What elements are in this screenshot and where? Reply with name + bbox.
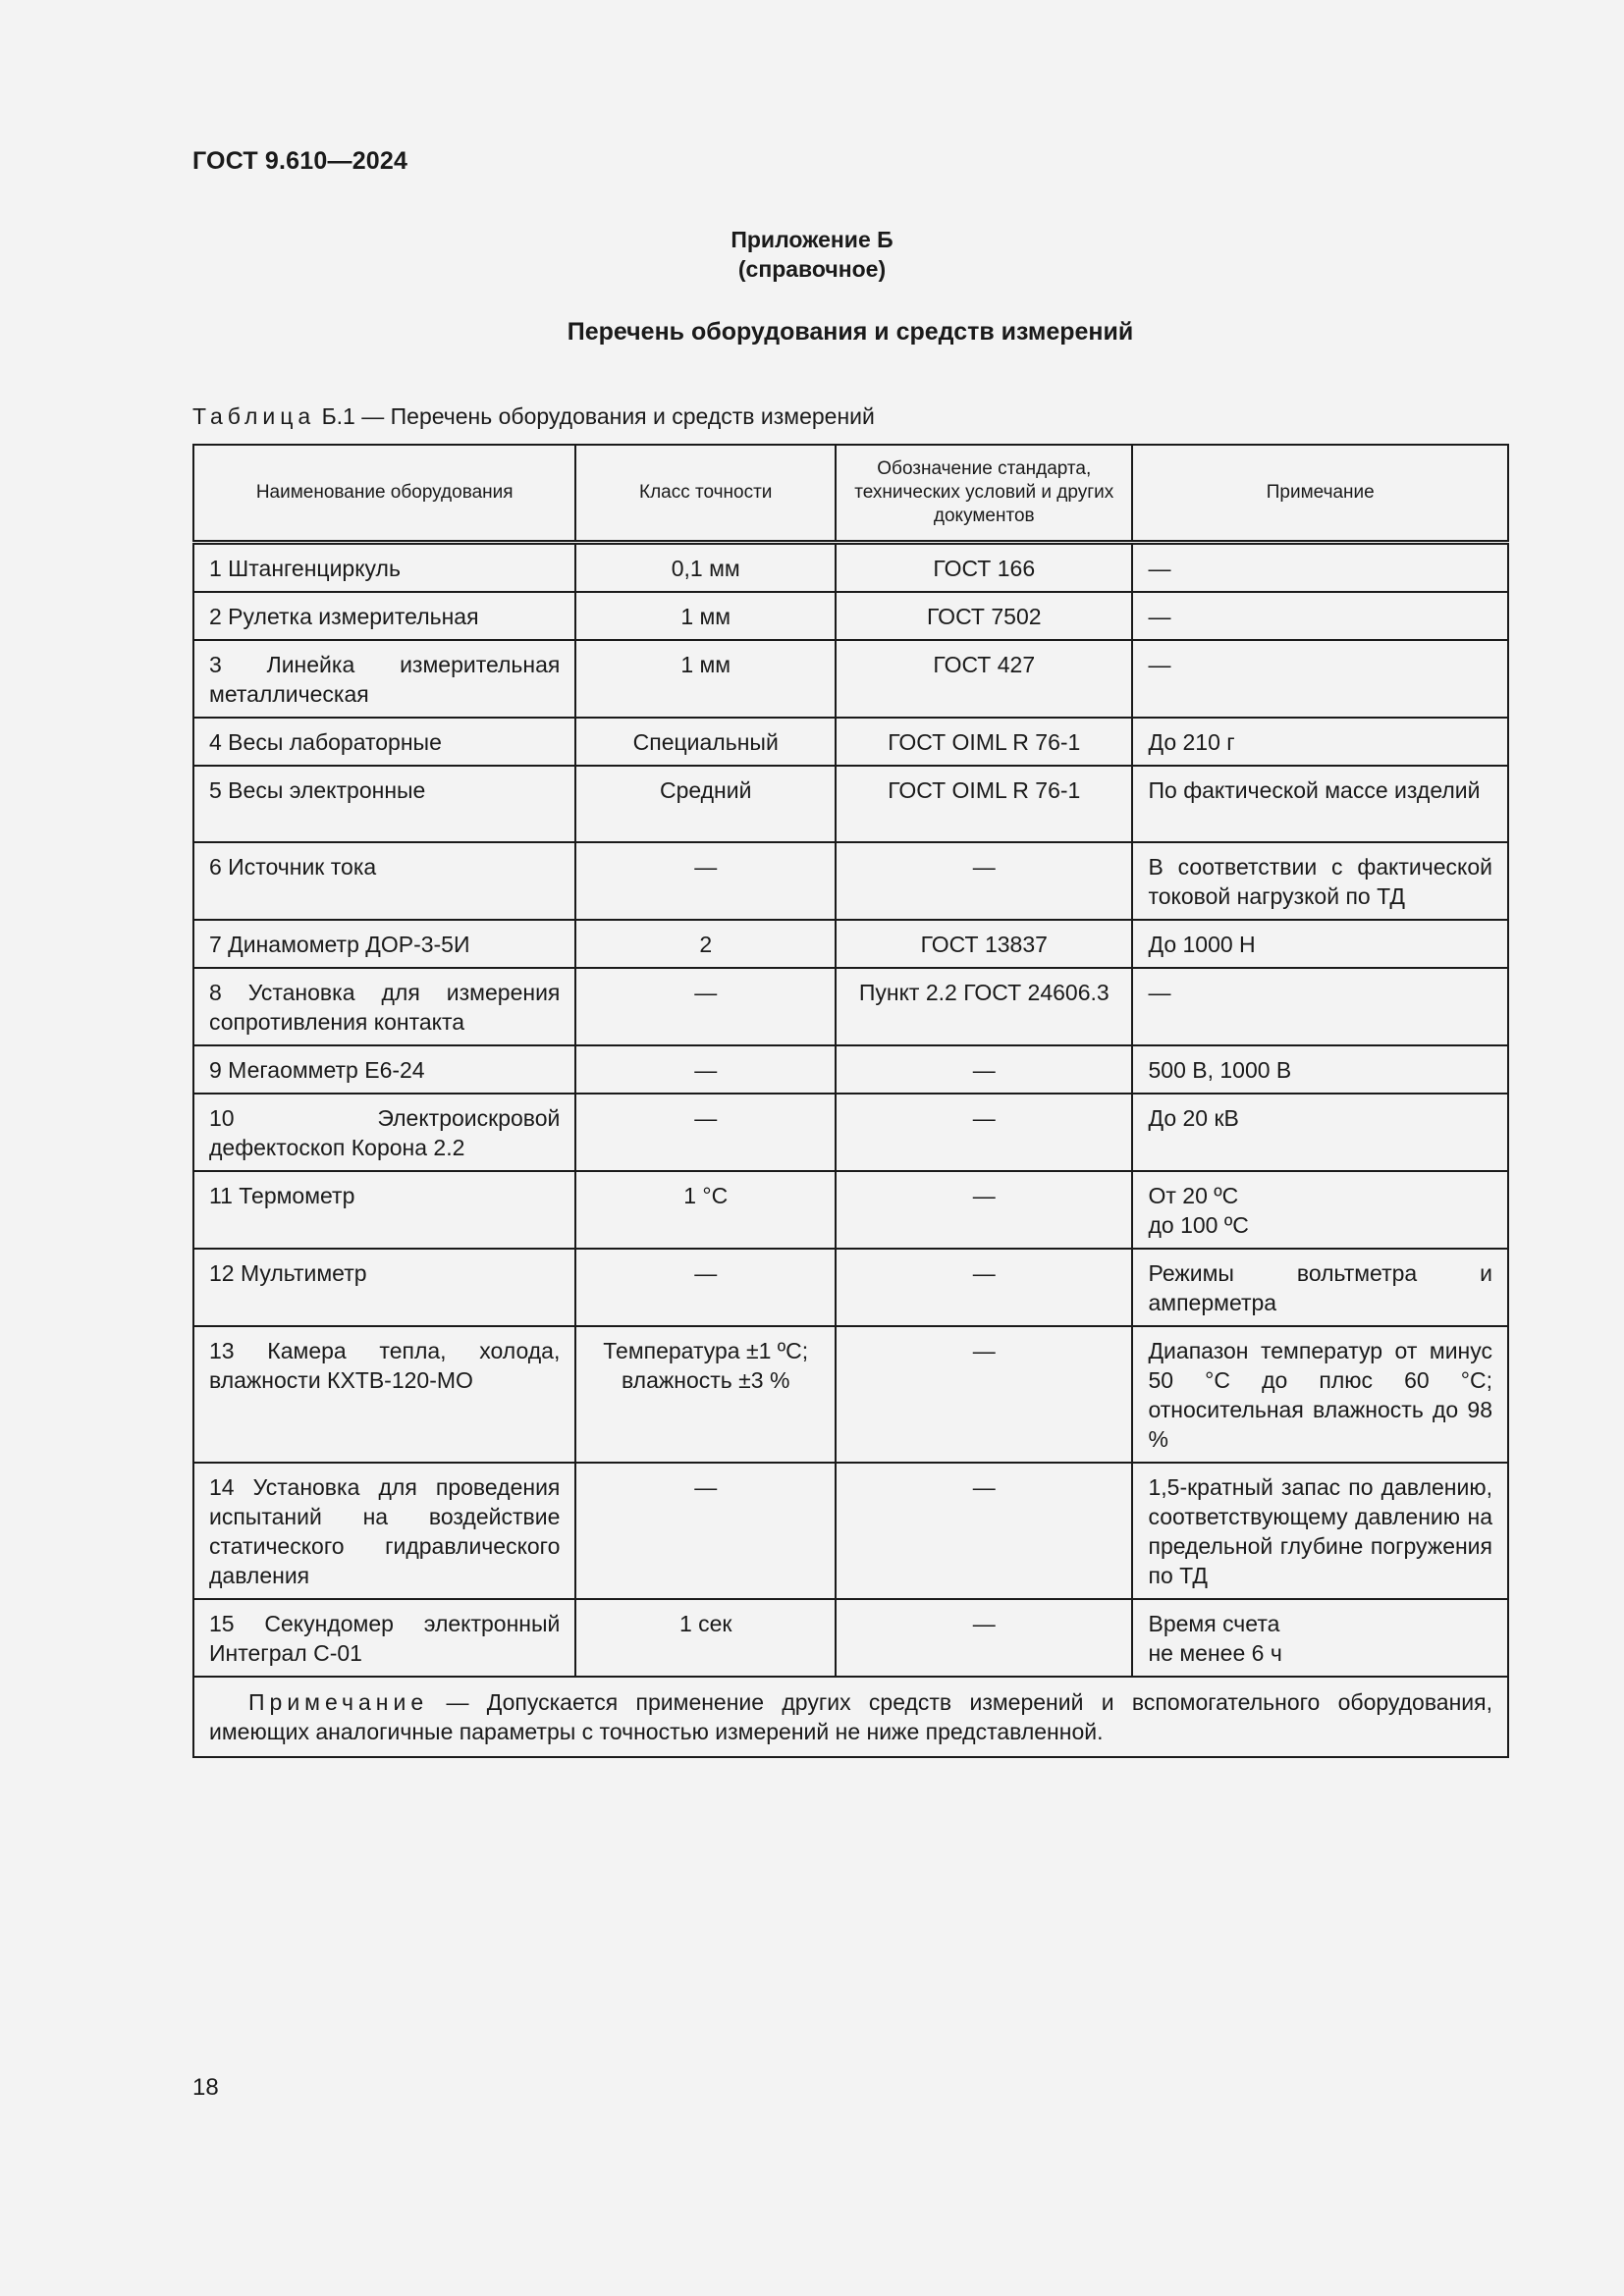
- table-body: [193, 543, 1508, 1678]
- page-number: 18: [192, 2074, 219, 2101]
- note-cell: По фактической массе изделий: [1132, 766, 1508, 842]
- section-title: Перечень оборудования и средств измерений: [567, 318, 1134, 346]
- accuracy-class-cell: —: [575, 1463, 836, 1599]
- equipment-name-cell: 7 Динамометр ДОР-3-5И: [193, 920, 575, 968]
- equipment-table: [192, 444, 1509, 1758]
- standard-cell: ГОСТ 13837: [836, 920, 1132, 968]
- header-accuracy-class: Класс точности: [575, 445, 836, 543]
- appendix-title: Приложение Б: [731, 227, 893, 252]
- accuracy-class-cell: —: [575, 968, 836, 1045]
- standard-cell: ГОСТ 7502: [836, 592, 1132, 640]
- table-row: [193, 543, 1508, 593]
- accuracy-class-cell: —: [575, 1249, 836, 1326]
- table-row: [193, 842, 1508, 920]
- equipment-name-cell: 10 Электроискровой дефектоскоп Корона 2.2: [193, 1094, 575, 1171]
- table-row: [193, 640, 1508, 718]
- accuracy-class-cell: 1 мм: [575, 592, 836, 640]
- table-row: [193, 1599, 1508, 1677]
- appendix-kind: (справочное): [737, 256, 887, 282]
- table-row: [193, 1171, 1508, 1249]
- equipment-name-cell: 4 Весы лабораторные: [193, 718, 575, 766]
- accuracy-class-cell: 1 °С: [575, 1171, 836, 1249]
- equipment-name-cell: 12 Мультиметр: [193, 1249, 575, 1326]
- standard-cell: —: [836, 1171, 1132, 1249]
- footnote-text: — Допускается применение других средств измерений и вспомогательного оборудования, имеющих аналогичные параметры с точностью измерений не ниже представленной.: [209, 1689, 1492, 1744]
- accuracy-class-cell: 1 мм: [575, 640, 836, 718]
- footnote-label: Примечание: [248, 1689, 429, 1715]
- accuracy-class-cell: 1 сек: [575, 1599, 836, 1677]
- note-cell: —: [1132, 543, 1508, 593]
- note-cell: От 20 ºС до 100 ºС: [1132, 1171, 1508, 1249]
- note-cell: Диапазон температур от минус 50 °С до плюс 60 °С; относительная влажность до 98 %: [1132, 1326, 1508, 1463]
- accuracy-class-cell: Средний: [575, 766, 836, 842]
- standard-cell: —: [836, 1249, 1132, 1326]
- equipment-name-cell: 15 Секундомер электронный Интеграл С-01: [193, 1599, 575, 1677]
- standard-cell: ГОСТ 427: [836, 640, 1132, 718]
- header-equipment-name: Наименование оборудования: [193, 445, 575, 543]
- note-cell: До 210 г: [1132, 718, 1508, 766]
- standard-cell: —: [836, 1045, 1132, 1094]
- table-row: [193, 1463, 1508, 1599]
- accuracy-class-cell: Температура ±1 ºС; влажность ±3 %: [575, 1326, 836, 1463]
- equipment-name-cell: 3 Линейка измерительная металлическая: [193, 640, 575, 718]
- equipment-name-cell: 13 Камера тепла, холода, влажности КХТВ-120-МО: [193, 1326, 575, 1463]
- note-cell: Режимы вольтметра и амперметра: [1132, 1249, 1508, 1326]
- table-footnote-row: [193, 1677, 1508, 1757]
- equipment-name-cell: 2 Рулетка измерительная: [193, 592, 575, 640]
- standard-cell: Пункт 2.2 ГОСТ 24606.3: [836, 968, 1132, 1045]
- equipment-name-cell: 1 Штангенциркуль: [193, 543, 575, 593]
- standard-cell: —: [836, 1463, 1132, 1599]
- table-row: [193, 1045, 1508, 1094]
- table-row: [193, 920, 1508, 968]
- accuracy-class-cell: Специальный: [575, 718, 836, 766]
- accuracy-class-cell: —: [575, 1094, 836, 1171]
- header-standard-designation: Обозначение стандарта, технических условий и других документов: [836, 445, 1132, 543]
- accuracy-class-cell: 2: [575, 920, 836, 968]
- note-cell: Время счета не менее 6 ч: [1132, 1599, 1508, 1677]
- equipment-name-cell: 9 Мегаомметр Е6-24: [193, 1045, 575, 1094]
- note-cell: 500 В, 1000 В: [1132, 1045, 1508, 1094]
- note-cell: В соответствии с фактической токовой нагрузкой по ТД: [1132, 842, 1508, 920]
- note-cell: —: [1132, 640, 1508, 718]
- accuracy-class-cell: —: [575, 842, 836, 920]
- standard-cell: —: [836, 1326, 1132, 1463]
- table-row: [193, 1326, 1508, 1463]
- table-row: [193, 1094, 1508, 1171]
- table-caption: [192, 403, 875, 430]
- table-row: [193, 592, 1508, 640]
- accuracy-class-cell: 0,1 мм: [575, 543, 836, 593]
- table-footnote: [193, 1677, 1508, 1757]
- table-caption-text: Б.1 — Перечень оборудования и средств измерений: [315, 403, 875, 429]
- standard-cell: —: [836, 1599, 1132, 1677]
- note-cell: До 1000 Н: [1132, 920, 1508, 968]
- table-row: [193, 766, 1508, 842]
- table-caption-label: Таблица: [192, 403, 316, 429]
- standard-cell: ГОСТ 166: [836, 543, 1132, 593]
- table-row: [193, 718, 1508, 766]
- equipment-name-cell: 11 Термометр: [193, 1171, 575, 1249]
- table-row: [193, 968, 1508, 1045]
- note-cell: До 20 кВ: [1132, 1094, 1508, 1171]
- equipment-name-cell: 8 Установка для измерения сопротивления контакта: [193, 968, 575, 1045]
- equipment-name-cell: 6 Источник тока: [193, 842, 575, 920]
- standard-cell: —: [836, 842, 1132, 920]
- table-header-row: [193, 445, 1508, 543]
- document-code: ГОСТ 9.610—2024: [192, 147, 408, 175]
- standard-cell: ГОСТ OIML R 76-1: [836, 718, 1132, 766]
- note-cell: —: [1132, 592, 1508, 640]
- equipment-name-cell: 14 Установка для проведения испытаний на воздействие статического гидравлического давления: [193, 1463, 575, 1599]
- equipment-name-cell: 5 Весы электронные: [193, 766, 575, 842]
- header-note: Примечание: [1132, 445, 1508, 543]
- note-cell: 1,5-кратный запас по давлению, соответствующему давлению на предельной глубине погружения по ТД: [1132, 1463, 1508, 1599]
- standard-cell: ГОСТ OIML R 76-1: [836, 766, 1132, 842]
- standard-cell: —: [836, 1094, 1132, 1171]
- accuracy-class-cell: —: [575, 1045, 836, 1094]
- table-row: [193, 1249, 1508, 1326]
- note-cell: —: [1132, 968, 1508, 1045]
